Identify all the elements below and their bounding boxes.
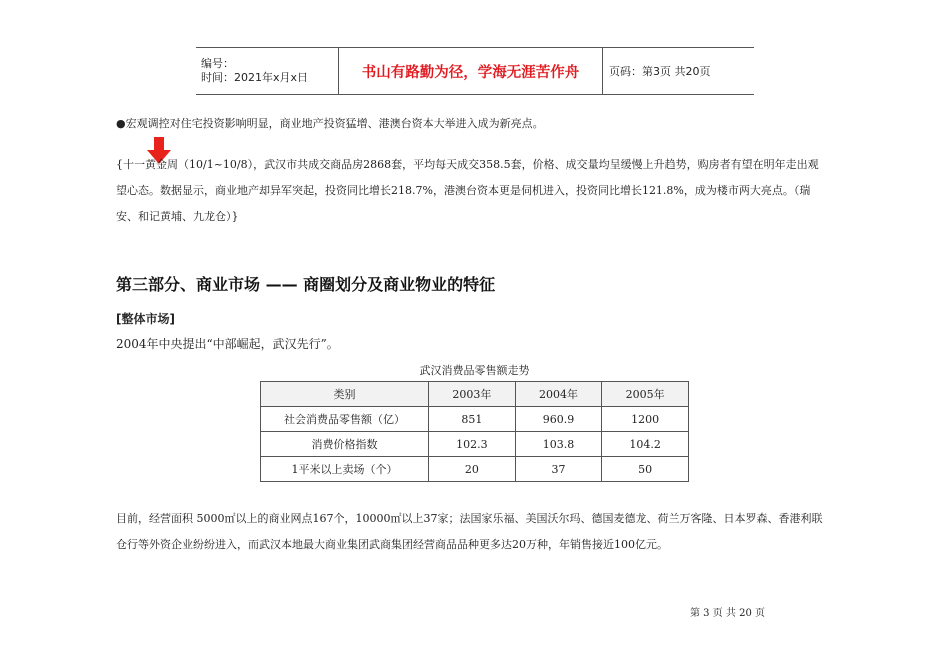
- table-cell: 851: [429, 407, 516, 432]
- header-left-cell: [196, 48, 338, 94]
- section-title: 第三部分、商业市场 —— 商圈划分及商业物业的特征: [116, 275, 496, 294]
- paragraph-line: 仓行等外资企业纷纷进入，而武汉本地最大商业集团武商集团经营商品品种更多达20万种，年销售接近100亿元。: [116, 538, 668, 551]
- retail-sales-table: [260, 381, 689, 482]
- paragraph-line: 目前，经营面积 5000㎡以上的商业网点167个，10000㎡以上37家；法国家乐福、美国沃尔玛、德国麦德龙、荷兰万客隆、日本罗森、香港利联: [116, 512, 823, 525]
- table-header-cell: 类别: [261, 382, 429, 407]
- table-cell: 104.2: [602, 432, 689, 457]
- table-caption: 武汉消费品零售额走势: [419, 364, 530, 377]
- table-row: [261, 407, 689, 432]
- table-cell: 960.9: [515, 407, 602, 432]
- table-header-row: [261, 382, 689, 407]
- header-page-code: [603, 48, 754, 94]
- table-cell: 1平米以上卖场（个）: [261, 457, 429, 482]
- table-cell: 102.3: [429, 432, 516, 457]
- table-cell: 103.8: [515, 432, 602, 457]
- table-cell: 50: [602, 457, 689, 482]
- table-cell: 消费价格指数: [261, 432, 429, 457]
- header-date: 时间：2021年x月x日: [201, 71, 309, 84]
- intro-sentence: 2004年中央提出“中部崛起，武汉先行”。: [116, 337, 339, 351]
- paragraph-retail-network: [116, 506, 876, 558]
- paragraph-line: 安、和记黄埔、九龙仓）}: [116, 210, 239, 223]
- header-number-label: 编号：: [201, 57, 234, 70]
- table-header-cell: 2004年: [515, 382, 602, 407]
- subsection-title: [整体市场]: [116, 312, 175, 326]
- header-motto: [338, 48, 603, 94]
- paragraph-line: 望心态。数据显示，商业地产却异军突起，投资同比增长218.7%，港澳台资本更是伺机进入，投资同比增长121.8%，成为楼市两大亮点。（瑞: [116, 184, 811, 197]
- page-footer: 第 3 页 共 20 页: [690, 608, 765, 619]
- header-motto-text: 书山有路勤为径，学海无涯苦作舟: [361, 64, 580, 81]
- table-header-cell: 2005年: [602, 382, 689, 407]
- table-row: [261, 432, 689, 457]
- table-cell: 37: [515, 457, 602, 482]
- paragraph-line: {十一黄金周（10/1~10/8），武汉市共成交商品房2868套，平均每天成交358.5套，价格、成交量均呈缓慢上升趋势，购房者有望在明年走出观: [116, 158, 819, 171]
- table-cell: 20: [429, 457, 516, 482]
- bullet-point: ●宏观调控对住宅投资影响明显，商业地产投资猛增、港澳台资本大举进入成为新亮点。: [116, 117, 544, 130]
- table-row: [261, 457, 689, 482]
- table-header-cell: 2003年: [429, 382, 516, 407]
- page-header: [196, 47, 754, 95]
- header-page-code-text: 页码：第3页 共20页: [609, 65, 711, 78]
- table-cell: 社会消费品零售额（亿）: [261, 407, 429, 432]
- table-cell: 1200: [602, 407, 689, 432]
- paragraph-golden-week: [116, 152, 876, 230]
